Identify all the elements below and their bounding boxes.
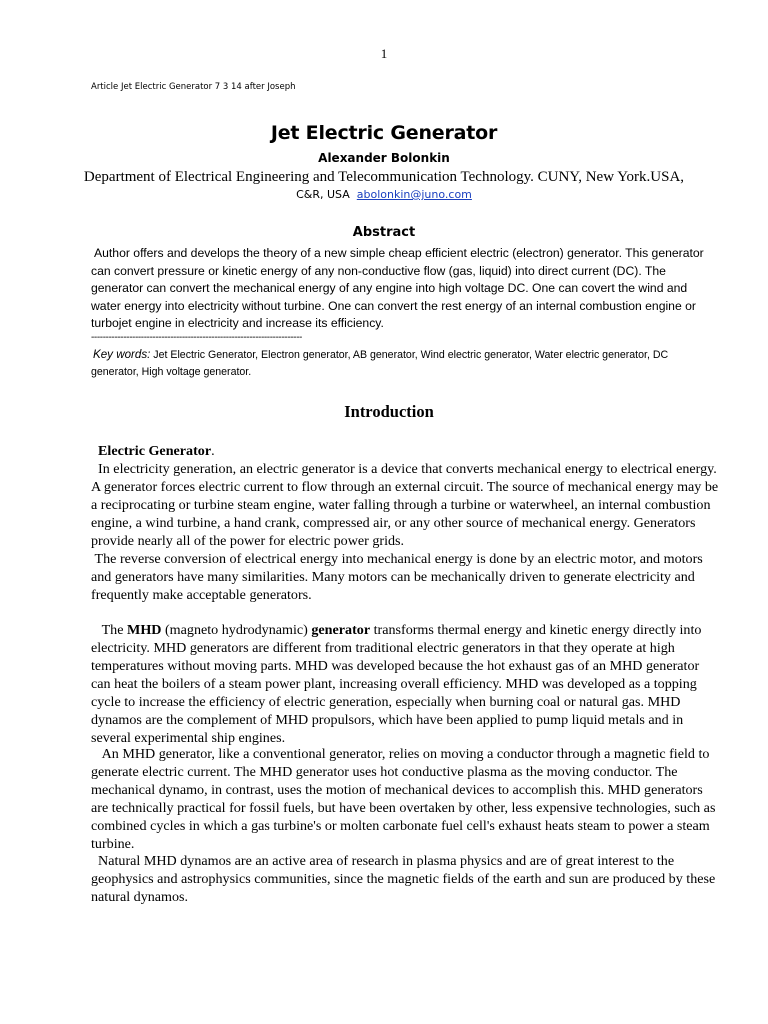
paragraph-3 [91,621,721,747]
contact-prefix: C&R, USA [296,188,350,201]
page-number: 1 [380,46,388,61]
abstract-heading: Abstract [352,225,416,240]
paragraph-4-content: An MHD generator, like a conventional generator, relies on moving a conductor through a magnetic field to generate electric current. The MHD generator uses hot conductive plasma as the moving conductor. The mechanical dynamo, in contrast, uses the motion of mechanical devices to accomplish this. MHD generators are technically practical for fossil fuels, but have been overtaken by other, less expensive technologies, such as combined cycles in which a gas turbine's or molten carbonate fuel cell's exhaust heats steam to power a steam turbine. [91,746,716,852]
subheading-period: . [211,443,215,459]
introduction-heading: Introduction [344,402,434,421]
paragraph-1-content: In electricity generation, an electric generator is a device that converts mechanical energy to electrical energy. A generator forces electric current to flow through an external circuit. The source of mechanical energy may be a reciprocating or turbine steam engine, water falling through a turbine or waterwheel, an internal combustion engine, a wind turbine, a hand crank, compressed air, or any other source of mechanical energy. Generators provide nearly all of the power for electric power grids. [91,461,719,549]
author-contact [0,188,768,201]
section-subheading [91,442,728,460]
paragraph-3-generator-term: generator [311,622,371,638]
author-name: Alexander Bolonkin [318,151,450,165]
paragraph-3-lead: The [101,622,128,638]
paragraph-4 [91,745,721,853]
paragraph-1 [91,460,721,550]
running-header: Article Jet Electric Generator 7 3 14 after Joseph [91,82,296,92]
paragraph-5 [91,852,721,906]
abstract-text: Author offers and develops the theory of a new simple cheap efficient electric (electron) generator. This generator can convert pressure or kinetic energy of any non-conductive flow (gas, liquid) into direct current (DC). The generator can convert the mechanical energy of any engine into high voltage DC. One can covert the wind and water energy into electricity without turbine. One can convert the rest energy of an internal combustion engine or turbojet engine in electricity and increase its efficiency. [91,246,704,330]
document-title: Jet Electric Generator [270,122,498,144]
paragraph-3-text [91,621,721,747]
keywords [91,347,691,380]
paragraph-2 [91,550,721,604]
author-affiliation: Department of Electrical Engineering and Telecommunication Technology. CUNY, New York.USA, [83,169,685,185]
paragraph-3-rest: transforms thermal energy and kinetic energy directly into electricity. MHD generators are different from traditional electric generators in that they operate at high temperatures without moving parts. MHD was developed because the hot exhaust gas of an MHD generator can heat the boilers of a steam power plant, increasing overall efficiency. MHD was developed as a topping cycle to increase the efficiency of electric generation, especially when burning coal or natural gas. MHD dynamos are the complement of MHD propulsors, which have been applied to pump liquid metals and in several experimental ship engines. [91,622,702,746]
paragraph-2-content: The reverse conversion of electrical energy into mechanical energy is done by an electric motor, and motors and generators have many similarities. Many motors can be mechanically driven to generate electricity and frequently make acceptable generators. [91,551,703,603]
paragraph-1-text [91,460,721,550]
paragraph-5-content: Natural MHD dynamos are an active area of research in plasma physics and are of great interest to the geophysics and astrophysics communities, since the magnetic fields of the earth and sun are produced by these natural dynamos. [91,853,716,905]
separator-line: ------------------------------------------------------------------------ [91,332,302,343]
paragraph-5-text [91,852,721,906]
email-link[interactable]: abolonkin@juno.com [356,188,472,201]
paragraph-3-middle: (magneto hydrodynamic) [161,622,312,638]
keywords-label: Key words: [93,348,151,361]
keywords-text: Jet Electric Generator, Electron generator, AB generator, Wind electric generator, Water electric generator, DC generator, High voltage generator. [91,349,669,378]
paragraph-4-text [91,745,721,853]
subheading-text: Electric Generator [98,443,212,459]
paragraph-2-text [91,550,721,604]
paragraph-3-mhd-term: MHD [127,622,162,638]
